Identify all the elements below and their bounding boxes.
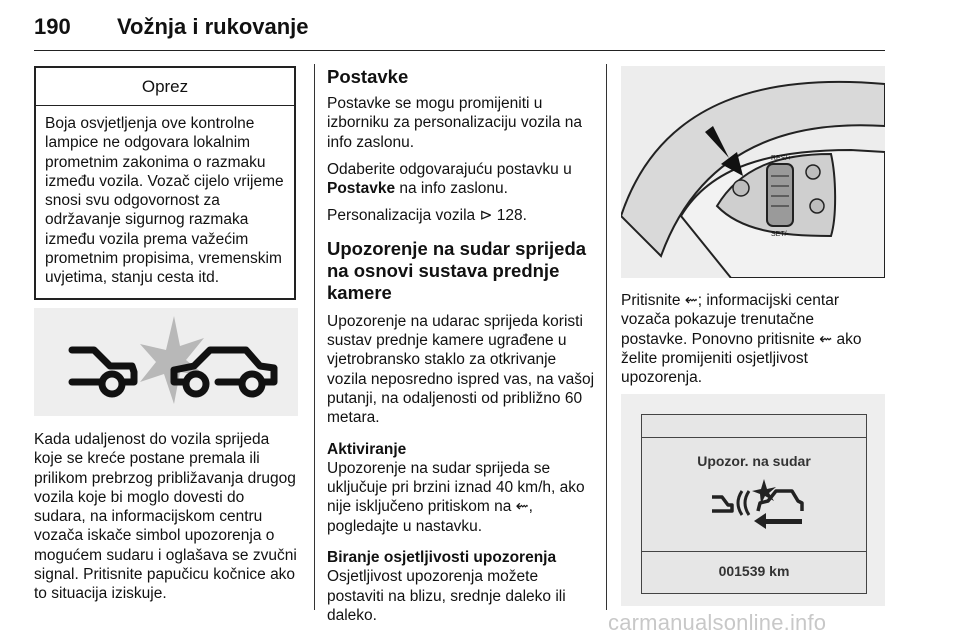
camera-p1: Upozorenje na udarac sprijeda koristi sustav prednje kamere ugrađene u vjetrobransko staklo za otkrivanje vozila neposredno ispred vas, na vašoj putanji, na odaljenosti od približno 60 metara. (327, 312, 595, 427)
settings-p2: Odaberite odgovarajuću postavku u Postavke na info zaslonu. (327, 160, 572, 198)
steering-wheel-illustration (621, 66, 885, 278)
caution-text: Boja osvjetljenja ove kontrolne lampice ne odgovara lokalnim prometnim zakonima o razmaku između vozila. Vozač cijelo vrijeme snosi svu odgovornost za održavanje sigurnog razmaka između vozila prema važećim prometnim propisima, vremenskim uvjetima, stanju cesta itd. (45, 115, 284, 287)
svg-text:SET/-: SET/- (771, 231, 789, 238)
odometer-readout: 001539 km (718, 563, 790, 579)
activation-text: Upozorenje na sudar sprijeda se uključuje pri brzini iznad 40 km/h, ako nije isključeno pritiskom na ⇜, pogledajte u nastavku. (327, 459, 585, 535)
svg-text:RES/+: RES/+ (771, 155, 792, 162)
caution-title: Oprez (36, 68, 294, 106)
settings-column (327, 66, 595, 633)
display-title: Upozor. na sudar (697, 453, 811, 469)
sensitivity-text: Osjetljivost upozorenja možete postaviti na blizu, srednje daleko ili daleko. (327, 568, 566, 624)
heading-settings: Postavke (327, 66, 409, 87)
subheading-activation: Aktiviranje (327, 440, 407, 458)
collision-warning-figure (34, 308, 298, 416)
press-button-paragraph: Pritisnite ⇜; informacijski centar vozača pokazuje trenutačne postavke. Ponovno pritisnite ⇜ ako želite promijeniti osjetljivost upozorenja. (621, 292, 862, 387)
watermark: carmanualsonline.info (608, 610, 827, 635)
collision-paragraph: Kada udaljenost do vozila sprijeda koje se kreće postane premala ili prilikom prebrzog približavanja drugog vozila koje bi moglo dovesti do sudara, na informacijskom centru vozača iskače simbol upozorenja o mogućem sudaru i oglašava se zvučni signal. Pritisnite papučicu kočnice ako to situacija iziskuje. (34, 431, 297, 603)
thumbwheel-icon (767, 164, 793, 226)
caution-box (34, 66, 296, 300)
settings-p1: Postavke se mogu promijeniti u izborniku za personalizaciju vozila na info zaslonu. (327, 95, 583, 151)
column-divider (606, 64, 607, 610)
info-display-figure (621, 394, 885, 606)
settings-p3: Personalizacija vozila ⊳ 128. (327, 207, 527, 225)
page-title: Vožnja i rukovanje (117, 14, 309, 39)
collision-icon (34, 308, 298, 416)
page-number: 190 (34, 14, 71, 39)
column-divider (314, 64, 315, 610)
display-separator-bottom (642, 551, 866, 552)
forward-collision-warning-icon (706, 479, 806, 531)
page-header (34, 6, 885, 51)
subheading-sensitivity: Biranje osjetljivosti upozorenja (327, 549, 557, 567)
display-screen (641, 414, 867, 594)
display-separator (642, 437, 866, 438)
steering-wheel-figure (621, 66, 885, 278)
distance-button-icon (733, 180, 749, 196)
heading-camera-warning: Upozorenje na sudar sprijeda na osnovi sustava prednje kamere (327, 237, 587, 303)
